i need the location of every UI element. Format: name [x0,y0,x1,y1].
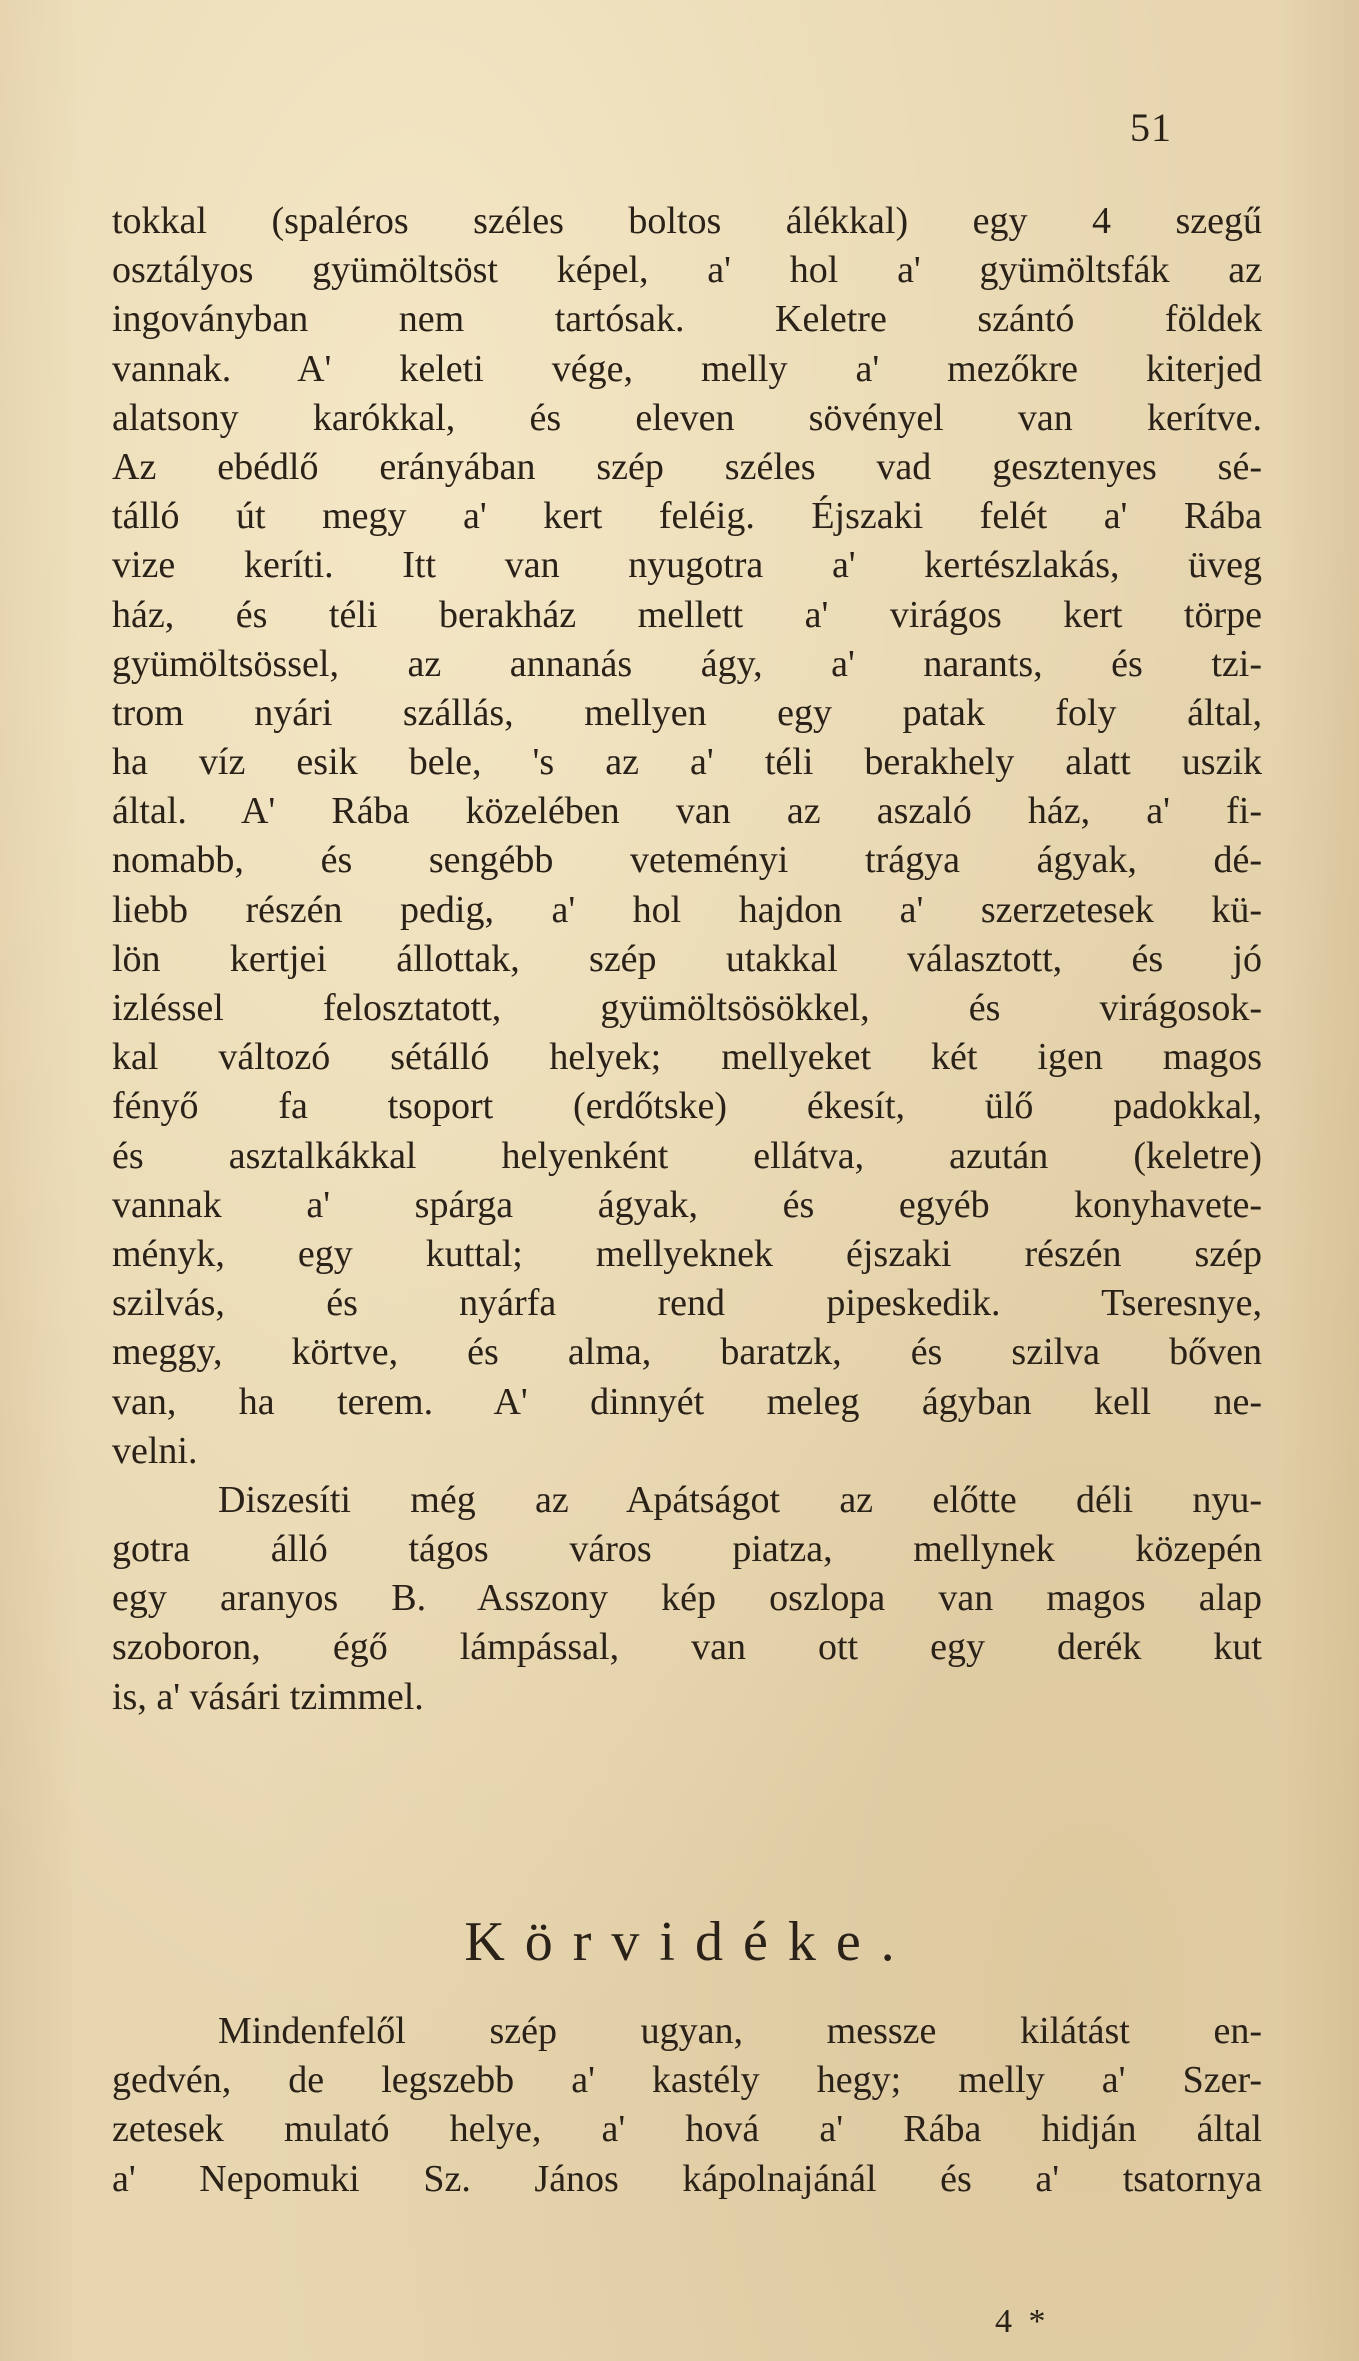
body-text [112,197,1262,1722]
text-line: is, a' vásári tzimmel. [112,1675,424,1718]
text-line: Mindenfelől szép ugyan, messze kilátást en- [218,2010,1262,2052]
text-line: vize keríti. Itt van nyugotra a' kertészlakás, üveg [112,544,1262,587]
text-line: Diszesíti még az Apátságot az előtte déli nyu- [218,1478,1262,1521]
text-line: a' Nepomuki Sz. János kápolnajánál és a' tsatornya [112,2157,1262,2200]
text-line: tálló út megy a' kert feléig. Éjszaki felét a' Rába [112,495,1262,538]
text-line: által. A' Rába közelében van az aszaló ház, a' fi- [112,790,1262,833]
text-line: tokkal (spaléros széles boltos álékkal) egy 4 szegű [112,200,1262,242]
text-line: vannak. A' keleti vége, melly a' mezőkre kiterjed [112,347,1262,390]
text-line: ményk, egy kuttal; mellyeknek éjszaki részén szép [112,1232,1262,1275]
text-line: ház, és téli berakház mellett a' virágos kert törpe [112,593,1262,636]
text-line: alatsony karókkal, és eleven sövényel van kerítve. [112,396,1262,439]
text-line: vannak a' spárga ágyak, és egyéb konyhavete- [112,1183,1262,1226]
text-line: ha víz esik bele, 's az a' téli berakhely alatt uszik [112,741,1262,784]
text-line: izléssel felosztatott, gyümöltsösökkel, és virágosok- [112,987,1262,1029]
text-line: gotra álló tágos város piatza, mellynek közepén [112,1528,1262,1571]
text-line: gyümöltsössel, az annanás ágy, a' narants, és tzi- [112,642,1262,685]
text-line: trom nyári szállás, mellyen egy patak foly által, [112,691,1262,734]
signature-mark: 4 * [995,2303,1050,2340]
text-line: liebb részén pedig, a' hol hajdon a' szerzetesek kü- [112,888,1262,931]
text-line: nomabb, és sengébb veteményi trágya ágyak, dé- [112,839,1262,882]
text-line: zetesek mulató helye, a' hová a' Rába hidján által [112,2108,1262,2151]
text-line: van, ha terem. A' dinnyét meleg ágyban kell ne- [112,1380,1262,1423]
section-text [112,2007,1262,2204]
text-line: és asztalkákkal helyenként ellátva, azután (keletre) [112,1134,1262,1177]
text-line: szilvás, és nyárfa rend pipeskedik. Tseresnye, [112,1282,1262,1325]
text-line: ingoványban nem tartósak. Keletre szántó földek [112,298,1262,341]
text-line: velni. [112,1429,198,1472]
text-line: Az ebédlő erányában szép széles vad gesztenyes sé- [112,445,1262,488]
text-line: meggy, körtve, és alma, baratzk, és szilva bőven [112,1331,1262,1374]
page-number: 51 [1130,105,1172,150]
text-line: kal változó sétálló helyek; mellyeket két igen magos [112,1036,1262,1079]
section-heading: Körvidéke. [464,1911,915,1973]
text-line: szoboron, égő lámpással, van ott egy derék kut [112,1626,1262,1669]
text-line: gedvén, de legszebb a' kastély hegy; melly a' Szer- [112,2059,1262,2102]
text-line: osztályos gyümöltsöst képel, a' hol a' gyümöltsfák az [112,249,1262,292]
text-line: lön kertjei állottak, szép utakkal választott, és jó [112,937,1262,980]
text-line: egy aranyos B. Asszony kép oszlopa van magos alap [112,1577,1262,1620]
text-line: fényő fa tsoport (erdőtske) ékesít, ülő padokkal, [112,1085,1262,1128]
